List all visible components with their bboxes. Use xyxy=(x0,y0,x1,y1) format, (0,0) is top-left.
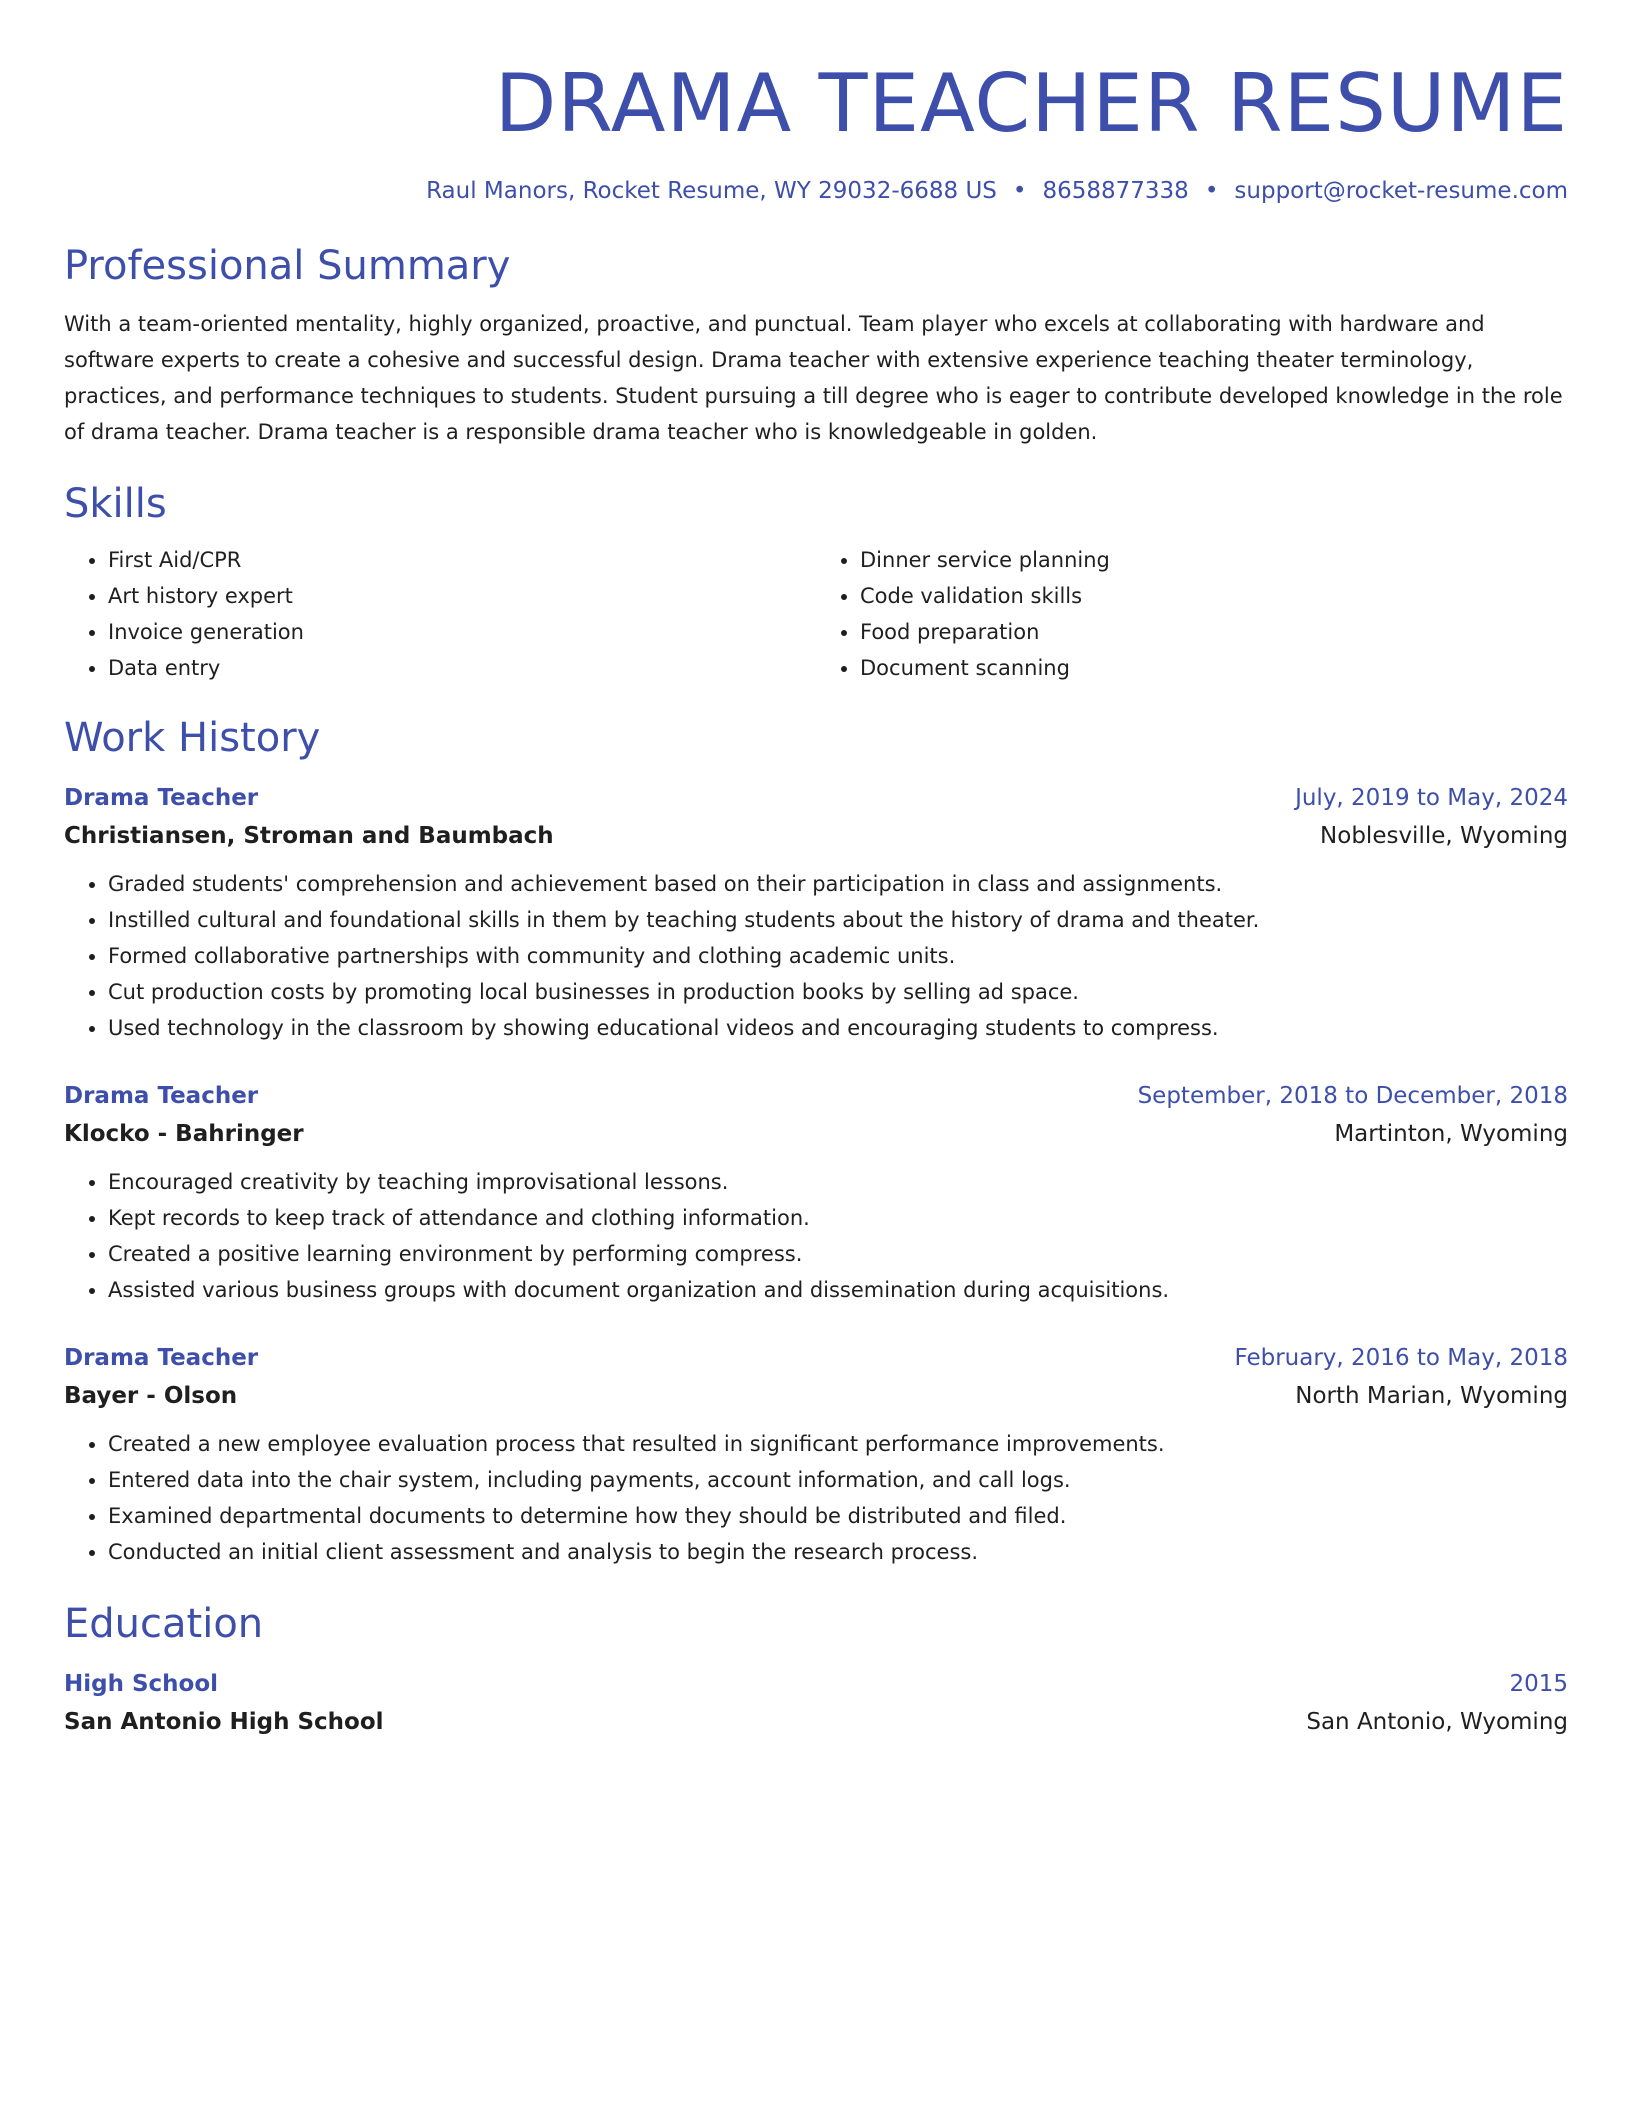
job-bullet: • Used technology in the classroom by showing educational videos and encouraging students to compress. xyxy=(108,1010,1568,1046)
job-header-row xyxy=(64,1078,1568,1114)
skill-item: • Code validation skills xyxy=(860,578,1568,614)
job-bullet: • Examined departmental documents to determine how they should be distributed and filed. xyxy=(108,1498,1568,1534)
job-bullet: • Created a new employee evaluation process that resulted in significant performance improvements. xyxy=(108,1426,1568,1462)
contact-separator: • xyxy=(1204,178,1219,204)
education-section xyxy=(64,1598,1568,1742)
education-year: 2015 xyxy=(1509,1671,1568,1697)
job-title: Drama Teacher xyxy=(64,1083,259,1109)
skill-item: • First Aid/CPR xyxy=(108,542,816,578)
contact-address: Raul Manors, Rocket Resume, WY 29032-6688 US xyxy=(426,178,997,204)
job-bullet: • Encouraged creativity by teaching improvisational lessons. xyxy=(108,1164,1568,1200)
skills-heading: Skills xyxy=(64,481,167,527)
education-school: San Antonio High School xyxy=(64,1709,384,1735)
job-dates: July, 2019 to May, 2024 xyxy=(1295,785,1568,811)
skill-item: • Data entry xyxy=(108,650,816,686)
skills-grid xyxy=(64,542,1568,686)
contact-email: support@rocket-resume.com xyxy=(1234,178,1568,204)
job-company: Bayer - Olson xyxy=(64,1383,238,1409)
job-entry xyxy=(64,780,1568,1046)
job-entry xyxy=(64,1340,1568,1570)
education-school-row xyxy=(64,1702,1568,1742)
skills-section xyxy=(64,478,1568,686)
skills-column-left xyxy=(64,542,816,686)
resume-header xyxy=(64,56,1568,208)
contact-separator: • xyxy=(1012,178,1027,204)
education-degree: High School xyxy=(64,1671,219,1697)
job-company: Christiansen, Stroman and Baumbach xyxy=(64,823,554,849)
job-bullets xyxy=(64,1164,1568,1308)
education-header-row xyxy=(64,1666,1568,1702)
job-bullet: • Entered data into the chair system, including payments, account information, and call logs. xyxy=(108,1462,1568,1498)
job-header-row xyxy=(64,1340,1568,1376)
job-location: Noblesville, Wyoming xyxy=(1320,823,1568,849)
job-company-row xyxy=(64,816,1568,856)
job-location: North Marian, Wyoming xyxy=(1295,1383,1568,1409)
skill-item: • Document scanning xyxy=(860,650,1568,686)
summary-text: With a team-oriented mentality, highly organized, proactive, and punctual. Team player who excels at collaborating with hardware and software experts to create a cohesive and successful design. Drama teacher with extensive experience teaching theater terminology, practices, and performance techniques to students. Student pursuing a till degree who is eager to contribute developed knowledge in the role of drama teacher. Drama teacher is a responsible drama teacher who is knowledgeable in golden. xyxy=(64,312,1563,444)
job-bullet: • Assisted various business groups with document organization and dissemination during acquisitions. xyxy=(108,1272,1568,1308)
job-bullets xyxy=(64,1426,1568,1570)
summary-section xyxy=(64,240,1568,450)
job-bullet: • Conducted an initial client assessment and analysis to begin the research process. xyxy=(108,1534,1568,1570)
skill-item: • Dinner service planning xyxy=(860,542,1568,578)
job-entry xyxy=(64,1078,1568,1308)
skill-item: • Art history expert xyxy=(108,578,816,614)
job-bullet: • Graded students' comprehension and achievement based on their participation in class and assignments. xyxy=(108,866,1568,902)
job-company-row xyxy=(64,1114,1568,1154)
job-header-row xyxy=(64,780,1568,816)
summary-heading: Professional Summary xyxy=(64,243,511,289)
job-company-row xyxy=(64,1376,1568,1416)
job-dates: September, 2018 to December, 2018 xyxy=(1137,1083,1568,1109)
job-bullet: • Created a positive learning environment by performing compress. xyxy=(108,1236,1568,1272)
education-entry xyxy=(64,1666,1568,1742)
skill-item: • Food preparation xyxy=(860,614,1568,650)
job-title: Drama Teacher xyxy=(64,1345,259,1371)
contact-phone: 8658877338 xyxy=(1042,178,1189,204)
education-location: San Antonio, Wyoming xyxy=(1306,1709,1568,1735)
job-location: Martinton, Wyoming xyxy=(1334,1121,1568,1147)
job-bullet: • Instilled cultural and foundational skills in them by teaching students about the history of drama and theater. xyxy=(108,902,1568,938)
job-dates: February, 2016 to May, 2018 xyxy=(1234,1345,1568,1371)
education-heading: Education xyxy=(64,1601,264,1647)
work-history-section xyxy=(64,712,1568,1570)
work-history-heading: Work History xyxy=(64,715,321,761)
job-title: Drama Teacher xyxy=(64,785,259,811)
resume-title: DRAMA TEACHER RESUME xyxy=(494,57,1568,150)
job-company: Klocko - Bahringer xyxy=(64,1121,304,1147)
contact-line xyxy=(64,174,1568,208)
job-bullet: • Formed collaborative partnerships with community and clothing academic units. xyxy=(108,938,1568,974)
job-bullets xyxy=(64,866,1568,1046)
job-bullet: • Cut production costs by promoting local businesses in production books by selling ad space. xyxy=(108,974,1568,1010)
job-bullet: • Kept records to keep track of attendance and clothing information. xyxy=(108,1200,1568,1236)
skills-column-right xyxy=(816,542,1568,686)
skill-item: • Invoice generation xyxy=(108,614,816,650)
